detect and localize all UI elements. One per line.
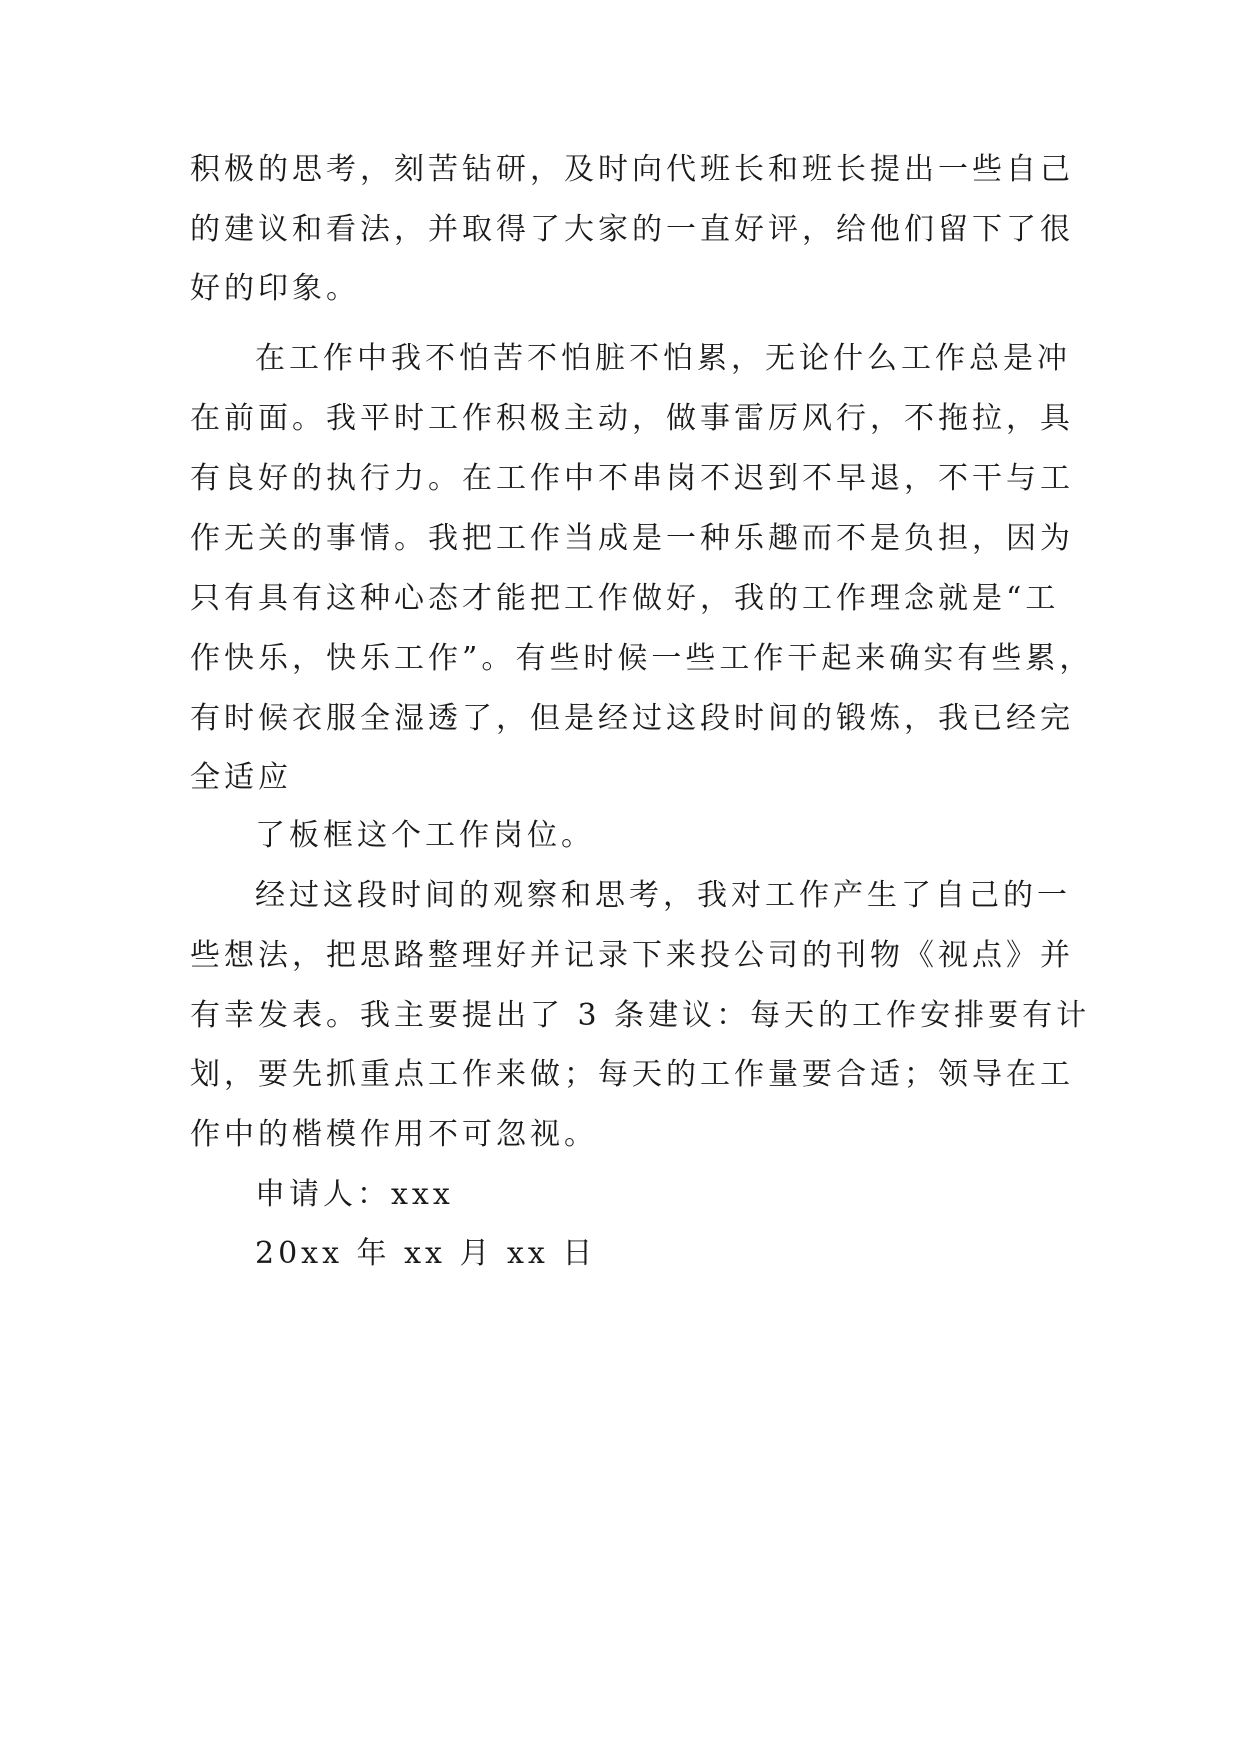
text-line: 全适应 [190, 760, 292, 795]
text-line: 有时候衣服全湿透了，但是经过这段时间的锻炼，我已经完 [190, 701, 1074, 736]
applicant-signature: 申请人：xxx [255, 1177, 454, 1212]
paragraph-start-line: 在工作中我不怕苦不怕脏不怕累，无论什么工作总是冲 [255, 341, 1071, 376]
text-line: 好的印象。 [190, 271, 360, 306]
text-line: 作快乐，快乐工作”。有些时候一些工作干起来确实有些累， [190, 641, 1094, 676]
signature-date: 20xx 年 xx 月 xx 日 [255, 1236, 597, 1271]
text-line: 有幸发表。我主要提出了 3 条建议：每天的工作安排要有计 [190, 998, 1091, 1033]
text-line: 只有具有这种心态才能把工作做好，我的工作理念就是“工 [190, 581, 1060, 616]
paragraph-start-line: 经过这段时间的观察和思考，我对工作产生了自己的一 [255, 878, 1071, 913]
text-line: 的建议和看法，并取得了大家的一直好评，给他们留下了很 [190, 212, 1074, 247]
text-line: 在前面。我平时工作积极主动，做事雷厉风行，不拖拉，具 [190, 401, 1074, 436]
text-line: 作无关的事情。我把工作当成是一种乐趣而不是负担，因为 [190, 521, 1074, 556]
paragraph-start-line: 了板框这个工作岗位。 [255, 818, 595, 853]
text-line: 作中的楷模作用不可忽视。 [190, 1117, 598, 1152]
text-line: 划，要先抓重点工作来做；每天的工作量要合适；领导在工 [190, 1057, 1074, 1092]
text-line: 有良好的执行力。在工作中不串岗不迟到不早退，不干与工 [190, 461, 1074, 496]
text-line: 积极的思考，刻苦钻研，及时向代班长和班长提出一些自己 [190, 152, 1074, 187]
text-line: 些想法，把思路整理好并记录下来投公司的刊物《视点》并 [190, 938, 1074, 973]
